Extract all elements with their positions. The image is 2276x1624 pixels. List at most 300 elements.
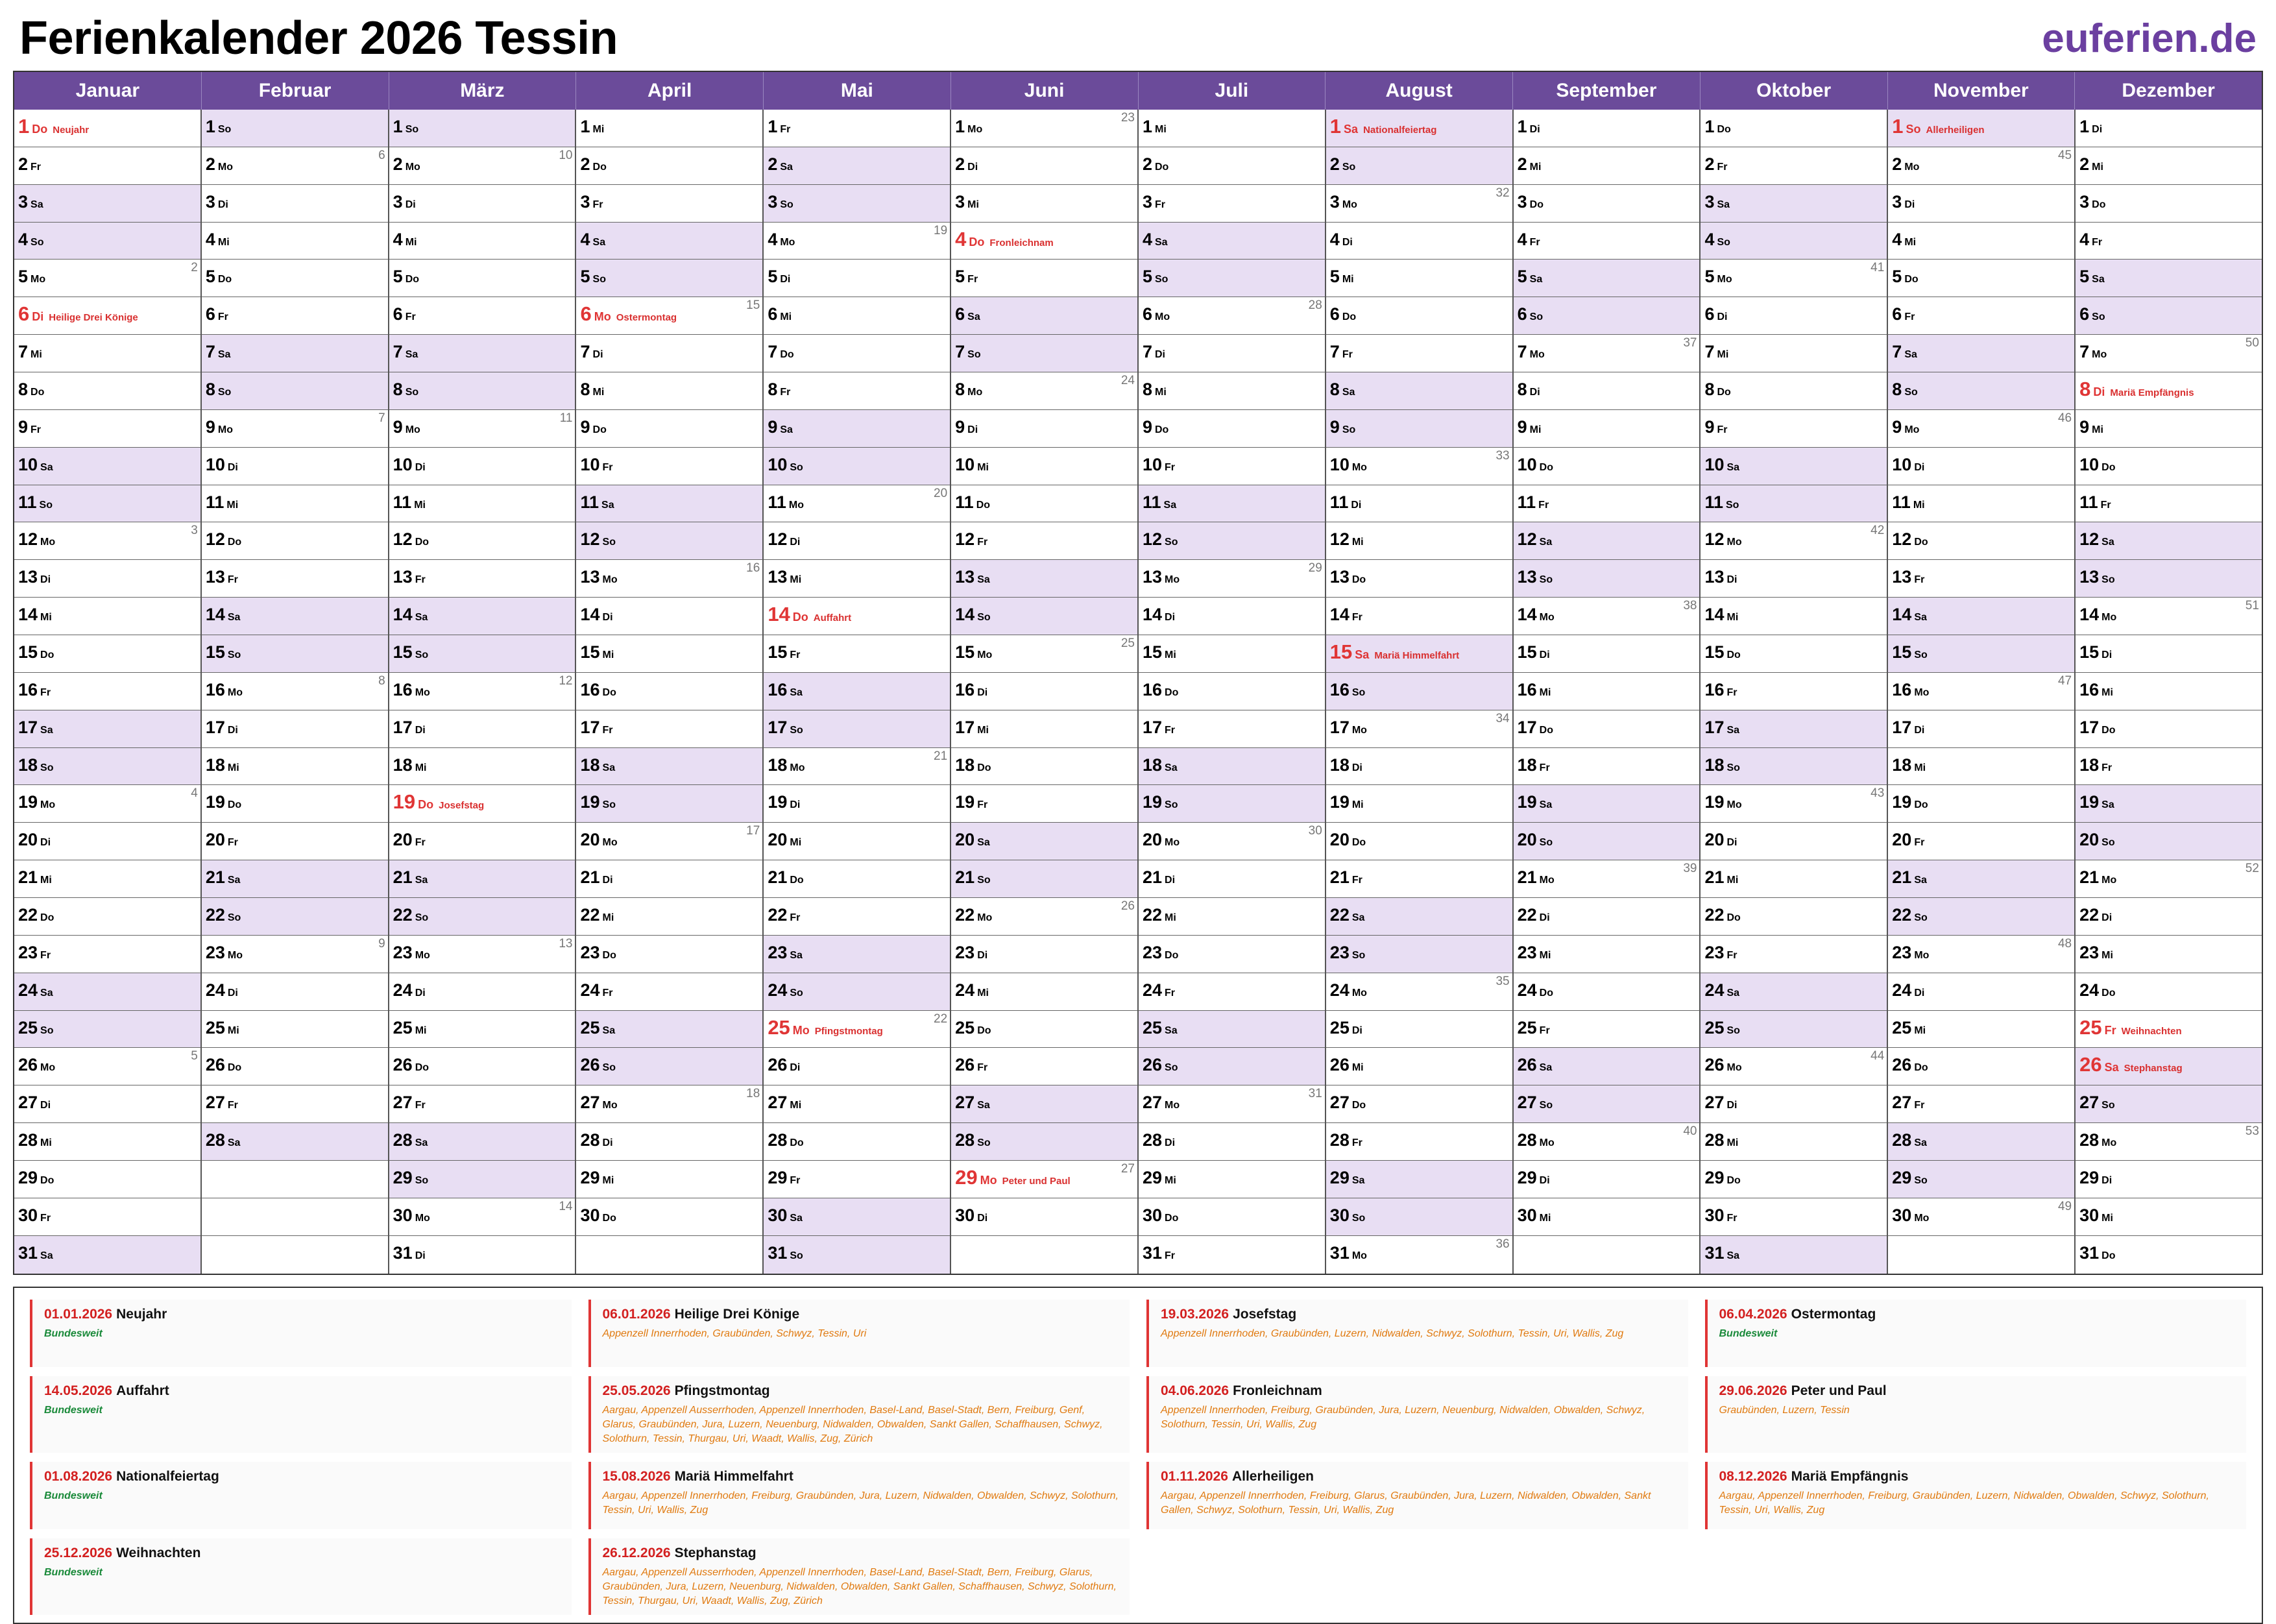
day-number: 29 [768, 1168, 788, 1188]
day-cell [202, 560, 388, 598]
weekday-label: Mo [1904, 161, 1920, 173]
weekday-label: Do [2101, 724, 2116, 736]
day-number: 18 [955, 755, 975, 775]
day-cell [576, 635, 762, 673]
weekday-label: So [1351, 686, 1366, 698]
day-cell [1514, 748, 1700, 786]
weekday-label: Mi [414, 499, 426, 511]
day-number: 10 [1892, 454, 1912, 474]
weekday-label: So [217, 124, 232, 135]
day-number: 26 [1142, 1055, 1163, 1075]
weekday-label: Di [2101, 912, 2113, 924]
day-cell [2076, 1161, 2262, 1198]
day-cell [1701, 372, 1887, 410]
weekday-label: Di [1165, 875, 1176, 886]
empty-cell [1888, 1236, 2074, 1274]
day-number: 20 [768, 830, 788, 850]
day-number: 16 [1704, 679, 1725, 699]
weekday-label: Do [1539, 987, 1553, 999]
weekday-label: Fr [1165, 987, 1176, 999]
weekday-label: Fr [1165, 1250, 1176, 1261]
day-number: 30 [768, 1205, 788, 1225]
day-number: 9 [1892, 417, 1902, 437]
week-number: 39 [1683, 862, 1697, 876]
day-cell [389, 1236, 575, 1274]
day-cell [1888, 147, 2074, 185]
day-cell [576, 1123, 762, 1161]
weekday-label: Di [1914, 987, 1925, 999]
week-number: 14 [559, 1199, 573, 1213]
day-number: 24 [18, 980, 38, 1000]
day-cell [1888, 785, 2074, 823]
weekday-label: Mi [40, 612, 52, 624]
day-cell [1139, 635, 1325, 673]
weekday-label: Mo [40, 537, 56, 548]
day-number: 24 [2079, 980, 2100, 1000]
day-number: 13 [768, 567, 788, 587]
day-cell [1514, 410, 1700, 448]
day-number: 4 [18, 229, 29, 249]
day-cell [1326, 297, 1512, 335]
week-number: 13 [559, 936, 573, 951]
month-column [1888, 110, 2076, 1274]
day-number: 19 [580, 792, 600, 812]
weekday-label: Mi [227, 1024, 239, 1036]
holiday-regions: Aargau, Appenzell Ausserrhoden, Appenzell Innerrhoden, Basel-Land, Basel-Stadt, Bern, Freiburg, Genf, Glarus, Graubünden, Jura, Luzern, Neuenburg, Nidwalden, Obwalden, Sankt Gallen, Schaffhausen, Schwyz, Solothurn, Tessin, Thurgau, Uri, Waadt, Wallis, Zug, Zürich [602, 1405, 1103, 1444]
weekday-label: Sa [977, 837, 990, 849]
day-cell [202, 485, 388, 523]
day-cell [764, 448, 950, 485]
weekday-label: Sa [415, 612, 428, 624]
day-cell [1888, 635, 2074, 673]
day-cell [389, 448, 575, 485]
day-cell [14, 748, 200, 786]
day-number: 5 [1142, 267, 1152, 287]
day-number: 17 [580, 717, 600, 737]
day-number: 22 [1704, 905, 1725, 925]
week-number: 44 [1870, 1049, 1885, 1063]
day-number: 7 [393, 342, 403, 362]
weekday-label: Mo [40, 799, 56, 811]
weekday-label: Do [217, 274, 232, 285]
weekday-label: Sa [1529, 274, 1543, 285]
day-number: 24 [768, 980, 788, 1000]
day-number: 28 [955, 1130, 975, 1150]
holiday-title: Peter und Paul [1791, 1383, 1887, 1398]
day-cell [576, 860, 762, 898]
day-number: 2 [18, 154, 29, 174]
day-number: 18 [393, 755, 413, 775]
day-cell [764, 710, 950, 748]
day-number: 21 [393, 867, 413, 888]
weekday-label: Mo [980, 1174, 997, 1187]
day-number: 13 [2079, 567, 2100, 587]
day-cell [1326, 522, 1512, 560]
day-number: 27 [768, 1093, 788, 1113]
week-number: 19 [934, 223, 948, 237]
day-number: 29 [955, 1166, 978, 1189]
day-number: 27 [205, 1093, 225, 1113]
day-cell [951, 1123, 1137, 1161]
day-number: 27 [1329, 1093, 1350, 1113]
weekday-label: Sa [1914, 1137, 1927, 1149]
weekday-label: Di [1351, 762, 1362, 773]
day-cell [1514, 297, 1700, 335]
day-cell [1701, 485, 1887, 523]
day-number: 19 [2079, 792, 2100, 812]
weekday-label: Mi [2101, 949, 2113, 961]
day-number: 2 [1704, 154, 1715, 174]
legend-title [44, 1305, 563, 1324]
day-number: 30 [18, 1205, 38, 1225]
day-cell [576, 560, 762, 598]
day-number: 2 [2079, 154, 2090, 174]
day-number: 12 [768, 529, 788, 550]
weekday-label: Mo [977, 649, 993, 661]
day-cell [1139, 110, 1325, 147]
day-cell [1139, 823, 1325, 860]
day-cell [1701, 1198, 1887, 1236]
holiday-date: 15.08.2026 [602, 1469, 671, 1484]
week-number: 49 [2057, 1199, 2072, 1213]
weekday-label: Do [418, 798, 434, 812]
day-number: 4 [1517, 229, 1527, 249]
day-cell [1888, 448, 2074, 485]
day-number: 21 [955, 867, 975, 888]
day-cell [1326, 1085, 1512, 1123]
day-cell [14, 560, 200, 598]
day-cell [1139, 1236, 1325, 1274]
day-cell [1701, 748, 1887, 786]
day-cell [2076, 1198, 2262, 1236]
weekday-label: Di [415, 1250, 426, 1261]
week-number: 32 [1495, 186, 1510, 200]
day-cell [202, 223, 388, 260]
weekday-label: Di [602, 1137, 613, 1149]
day-number: 17 [1892, 717, 1912, 737]
day-number: 2 [580, 154, 590, 174]
day-number: 10 [2079, 454, 2100, 474]
day-number: 21 [580, 867, 600, 888]
day-number: 10 [1329, 454, 1350, 474]
day-number: 29 [580, 1168, 600, 1188]
weekday-label: Sa [1351, 1175, 1365, 1187]
day-number: 25 [393, 1017, 413, 1037]
day-number: 9 [2079, 417, 2090, 437]
month-column [1701, 110, 1888, 1274]
weekday-label: Mo [967, 124, 983, 135]
day-cell [389, 1123, 575, 1161]
weekday-label: Di [1726, 574, 1737, 586]
day-number: 11 [18, 492, 37, 512]
day-number: 14 [18, 605, 38, 625]
holiday-date: 08.12.2026 [1719, 1469, 1787, 1484]
day-cell [1514, 635, 1700, 673]
week-number: 29 [1308, 561, 1322, 576]
day-number: 6 [1142, 304, 1152, 324]
month-column [576, 110, 764, 1274]
weekday-label: Mo [1539, 875, 1555, 886]
day-number: 5 [955, 267, 965, 287]
day-number: 5 [1892, 267, 1902, 287]
weekday-label: Sa [2092, 274, 2105, 285]
weekday-label: Mo [1914, 1212, 1930, 1224]
weekday-label: So [1155, 274, 1168, 285]
weekday-label: So [40, 1024, 54, 1036]
month-header: Oktober [1701, 72, 1888, 110]
holiday-regions: Bundesweit [44, 1490, 103, 1501]
weekday-label: Do [2101, 987, 2116, 999]
day-cell [14, 1085, 200, 1123]
day-cell [389, 598, 575, 635]
weekday-label: Mi [780, 311, 792, 323]
weekday-label: Di [2101, 1175, 2113, 1187]
day-number: 28 [580, 1130, 600, 1150]
weekday-label: Fr [1155, 199, 1165, 210]
day-cell [951, 635, 1137, 673]
day-cell [202, 147, 388, 185]
holiday-regions: Bundesweit [1719, 1328, 1778, 1339]
weekday-label: Fr [1914, 574, 1925, 586]
weekday-label: Fr [1726, 686, 1737, 698]
day-cell [1326, 1161, 1512, 1198]
day-cell [1326, 598, 1512, 635]
month-header: Januar [14, 72, 202, 110]
weekday-label: Mo [1342, 199, 1357, 210]
day-number: 17 [955, 717, 975, 737]
weekday-label: Fr [1717, 161, 1728, 173]
day-number: 3 [1704, 191, 1715, 212]
day-number: 11 [2079, 492, 2098, 512]
day-cell [576, 823, 762, 860]
weekday-label: So [2101, 837, 2115, 849]
weekday-label: Fr [1914, 1100, 1925, 1111]
day-cell [576, 335, 762, 372]
weekday-label: Sa [1344, 123, 1359, 136]
weekday-label: Do [977, 1024, 991, 1036]
week-number: 38 [1683, 599, 1697, 613]
weekday-label: Do [1914, 799, 1928, 811]
day-cell [389, 185, 575, 223]
weekday-label: So [1351, 1212, 1366, 1224]
holiday-title: Ostermontag [1791, 1307, 1876, 1322]
day-number: 4 [393, 229, 403, 249]
day-cell [576, 1011, 762, 1048]
day-number: 17 [768, 717, 788, 737]
day-cell [1326, 785, 1512, 823]
day-cell [951, 185, 1137, 223]
day-number: 5 [2079, 267, 2090, 287]
day-number: 24 [1329, 980, 1350, 1000]
day-number: 26 [2079, 1053, 2102, 1076]
weekday-label: Fr [227, 1100, 238, 1111]
day-number: 28 [1704, 1130, 1725, 1150]
weekday-label: So [602, 537, 616, 548]
day-number: 9 [955, 417, 965, 437]
day-cell [1326, 710, 1512, 748]
day-cell [2076, 823, 2262, 860]
day-number: 1 [955, 117, 965, 136]
day-number: 30 [1704, 1205, 1725, 1225]
day-cell [1139, 1048, 1325, 1085]
day-cell [764, 372, 950, 410]
day-cell [1514, 448, 1700, 485]
day-cell [764, 1123, 950, 1161]
day-number: 8 [1704, 380, 1715, 400]
day-cell [389, 223, 575, 260]
weekday-label: Di [790, 537, 801, 548]
weekday-label: Di [602, 612, 613, 624]
day-cell [202, 860, 388, 898]
day-number: 11 [580, 492, 599, 512]
week-number: 10 [559, 148, 573, 162]
weekday-label: Di [592, 349, 603, 361]
day-cell [2076, 1236, 2262, 1274]
day-number: 6 [580, 302, 592, 326]
day-number: 25 [1517, 1017, 1537, 1037]
day-number: 12 [1892, 529, 1912, 550]
day-number: 18 [1517, 755, 1537, 775]
day-number: 21 [1142, 867, 1163, 888]
weekday-label: Fr [790, 912, 801, 924]
weekday-label: So [1914, 912, 1928, 924]
legend-title [1719, 1467, 2238, 1486]
weekday-label: Mi [2101, 686, 2113, 698]
weekday-label: Do [592, 424, 607, 435]
day-number: 29 [18, 1168, 38, 1188]
day-number: 14 [2079, 605, 2100, 625]
holiday-date: 06.01.2026 [602, 1307, 671, 1322]
day-cell [1888, 748, 2074, 786]
day-cell [1888, 1198, 2074, 1236]
day-cell [2076, 485, 2262, 523]
weekday-label: Mo [1726, 537, 1742, 548]
weekday-label: Do [592, 161, 607, 173]
day-number: 28 [1892, 1130, 1912, 1150]
day-cell [1139, 936, 1325, 973]
day-cell [389, 372, 575, 410]
weekday-label: Di [2101, 649, 2113, 661]
weekday-label: Do [32, 123, 48, 136]
weekday-label: Mo [1165, 574, 1180, 586]
day-cell [1888, 598, 2074, 635]
day-number: 1 [1329, 115, 1342, 138]
day-cell [576, 185, 762, 223]
day-number: 27 [955, 1093, 975, 1113]
weekday-label: Do [1155, 161, 1169, 173]
day-cell [764, 297, 950, 335]
day-number: 28 [1142, 1130, 1163, 1150]
day-cell [14, 1011, 200, 1048]
weekday-label: Sa [977, 1100, 990, 1111]
weekday-label: Do [976, 499, 991, 511]
day-cell [951, 147, 1137, 185]
weekday-label: So [415, 1175, 429, 1187]
weekday-label: Sa [40, 461, 53, 473]
weekday-label: Sa [790, 949, 803, 961]
day-cell [14, 936, 200, 973]
day-number: 13 [1704, 567, 1725, 587]
day-cell [764, 110, 950, 147]
day-cell [764, 410, 950, 448]
weekday-label: Do [780, 349, 794, 361]
day-cell [14, 1236, 200, 1274]
day-number: 20 [1517, 830, 1537, 850]
day-cell [202, 1085, 388, 1123]
day-number: 18 [2079, 755, 2100, 775]
day-cell [1326, 973, 1512, 1011]
weekday-label: Di [1726, 837, 1737, 849]
holiday-title: Pfingstmontag [674, 1383, 770, 1398]
day-cell [14, 598, 200, 635]
day-cell [764, 335, 950, 372]
holiday-date: 19.03.2026 [1161, 1307, 1229, 1322]
day-number: 14 [205, 605, 225, 625]
day-number: 7 [1329, 342, 1340, 362]
month-header: Februar [202, 72, 389, 110]
day-number: 14 [1704, 605, 1725, 625]
day-number: 12 [1517, 529, 1537, 550]
weekday-label: Do [1539, 461, 1553, 473]
day-cell [1888, 372, 2074, 410]
week-number: 40 [1683, 1124, 1697, 1139]
legend-item [588, 1462, 1130, 1529]
weekday-label: Di [1904, 199, 1915, 210]
day-cell [1701, 1011, 1887, 1048]
week-number: 34 [1495, 711, 1510, 725]
weekday-label: Di [227, 461, 238, 473]
day-cell [576, 410, 762, 448]
holiday-title: Stephanstag [674, 1545, 757, 1560]
month-header-row [14, 72, 2262, 110]
day-number: 6 [18, 302, 30, 326]
week-number: 6 [378, 148, 385, 162]
day-cell [576, 936, 762, 973]
weekday-label: So [602, 1062, 616, 1074]
day-number: 23 [955, 942, 975, 962]
weekday-label: Mi [1913, 499, 1925, 511]
day-number: 19 [955, 792, 975, 812]
day-cell [2076, 522, 2262, 560]
day-cell [2076, 110, 2262, 147]
day-number: 27 [1142, 1093, 1163, 1113]
day-cell [202, 898, 388, 936]
weekday-label: Mo [967, 387, 983, 398]
day-cell [2076, 898, 2262, 936]
holiday-name: Auffahrt [813, 612, 852, 624]
day-cell [576, 1085, 762, 1123]
weekday-label: Do [1351, 1100, 1366, 1111]
weekday-label: Do [1726, 1175, 1741, 1187]
weekday-label: Mi [227, 762, 239, 773]
day-cell [389, 785, 575, 823]
day-cell [576, 297, 762, 335]
day-cell [764, 185, 950, 223]
day-number: 5 [1517, 267, 1527, 287]
day-cell [764, 823, 950, 860]
day-cell [1139, 710, 1325, 748]
weekday-label: Mo [217, 161, 233, 173]
weekday-label: Sa [1355, 648, 1370, 662]
day-cell [951, 748, 1137, 786]
day-cell [576, 110, 762, 147]
weekday-label: Mo [1529, 349, 1545, 361]
brand-logo[interactable]: euferien.de [2042, 16, 2257, 61]
day-number: 14 [1329, 605, 1350, 625]
day-cell [1139, 1198, 1325, 1236]
weekday-label: Fr [1165, 724, 1176, 736]
weekday-label: Sa [1726, 987, 1740, 999]
